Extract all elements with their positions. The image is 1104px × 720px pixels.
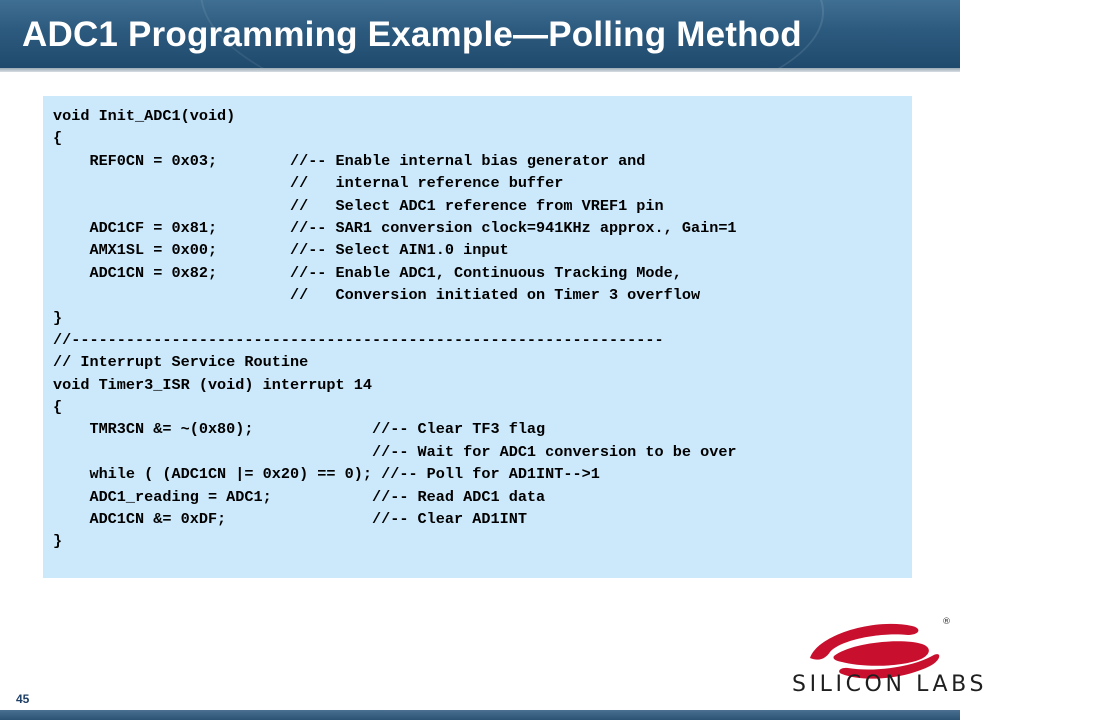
code-line: }: [53, 308, 63, 327]
code-line: ADC1CN &= 0xDF; //-- Clear AD1INT: [53, 510, 527, 529]
code-line: while ( (ADC1CN |= 0x20) == 0); //-- Poll for AD1INT-->1: [53, 465, 600, 484]
logo-wordmark: SILICON LABS: [792, 672, 988, 697]
bottom-bar: [0, 710, 960, 720]
registered-mark: ®: [942, 617, 951, 627]
code-line: TMR3CN &= ~(0x80); //-- Clear TF3 flag: [53, 420, 546, 439]
code-line: }: [53, 532, 63, 551]
code-line: //-- Wait for ADC1 conversion to be over: [53, 442, 737, 461]
code-line: // internal reference buffer: [53, 174, 564, 193]
code-line: void Timer3_ISR (void) interrupt 14: [53, 375, 372, 394]
slide-title: ADC1 Programming Example—Polling Method: [22, 15, 802, 54]
code-line: // Select ADC1 reference from VREF1 pin: [53, 196, 664, 215]
code-line: ADC1CF = 0x81; //-- SAR1 conversion clock=941KHz approx., Gain=1: [53, 218, 737, 237]
code-line: {: [53, 129, 63, 148]
page-number: 45: [16, 692, 30, 706]
code-line: {: [53, 398, 63, 417]
code-line: ADC1CN = 0x82; //-- Enable ADC1, Continuous Tracking Mode,: [53, 263, 682, 282]
code-line: ADC1_reading = ADC1; //-- Read ADC1 data: [53, 487, 546, 506]
code-line: void Init_ADC1(void): [53, 107, 236, 125]
code-line: AMX1SL = 0x00; //-- Select AIN1.0 input: [53, 241, 509, 260]
code-line: // Interrupt Service Routine: [53, 353, 309, 372]
logo-swoosh-icon: [810, 624, 939, 679]
title-underline: [0, 68, 960, 72]
code-line: // Conversion initiated on Timer 3 overflow: [53, 286, 701, 305]
title-bar: [0, 0, 960, 68]
code-block: [43, 96, 912, 578]
code-lines: [53, 105, 737, 553]
code-line: REF0CN = 0x03; //-- Enable internal bias generator and: [53, 151, 646, 170]
code-line: //-----------------------------------------------------------------: [53, 330, 664, 349]
